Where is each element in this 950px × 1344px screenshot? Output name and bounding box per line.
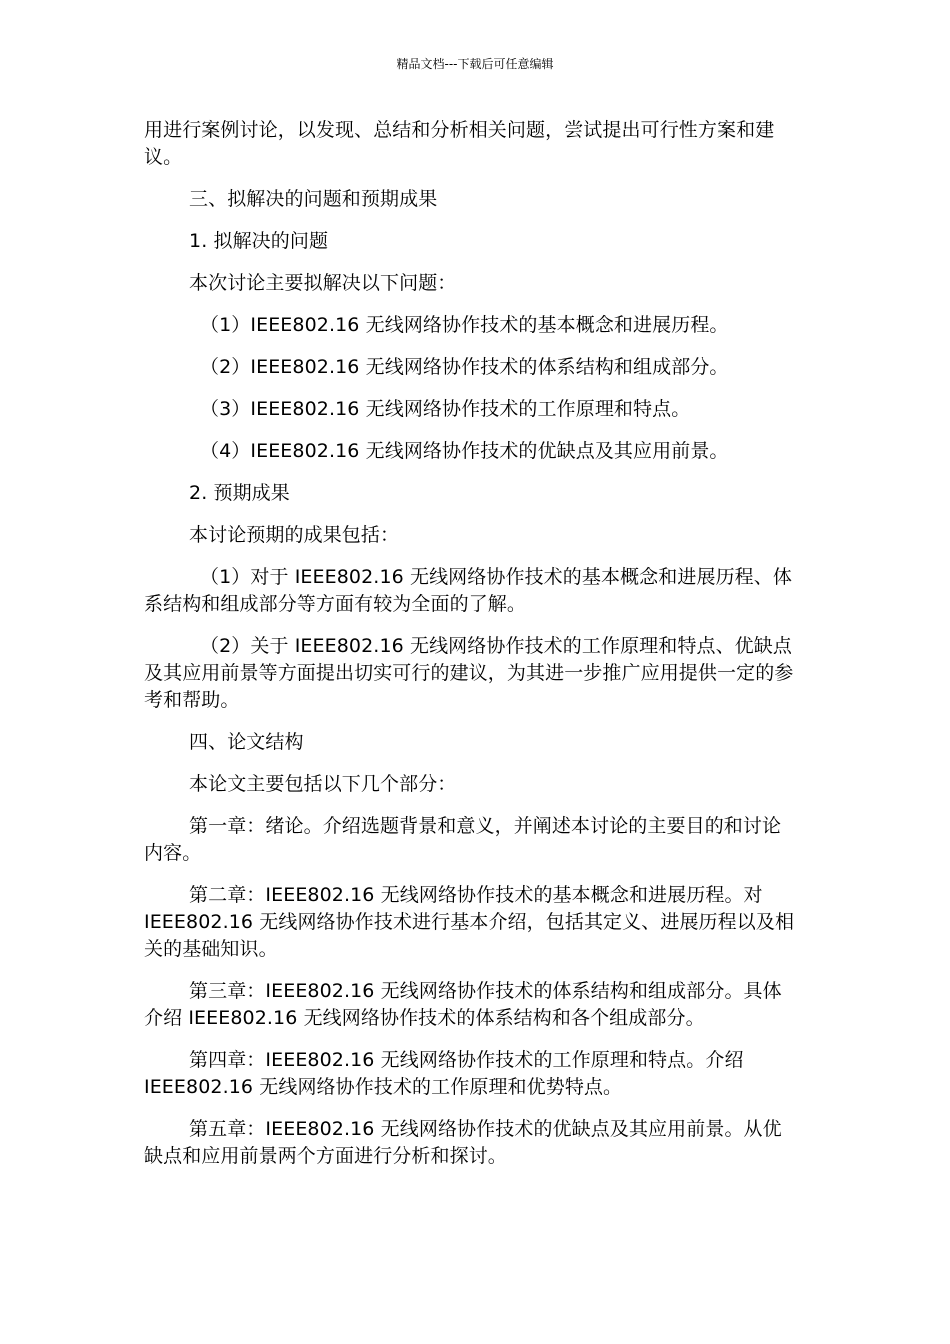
section-heading-3: 三、拟解决的问题和预期成果 (189, 188, 438, 210)
subheading-outcomes: 2. 预期成果 (189, 482, 290, 504)
paragraph-outcomes-intro: 本讨论预期的成果包括： (189, 524, 400, 546)
list-item-outcome-2: （2）关于 IEEE802.16 无线网络协作技术的工作原理和特点、优缺点及其应用前景等方面提出切实可行的建议，为其进一步推广应用提供一定的参考和帮助。 (144, 635, 794, 711)
paragraph-chapter-2: 第二章：IEEE802.16 无线网络协作技术的基本概念和进展历程。对 IEEE802.16 无线网络协作技术进行基本介绍，包括其定义、进展历程以及相关的基础知识。 (144, 884, 795, 960)
list-item-problem-3: （3）IEEE802.16 无线网络协作技术的工作原理和特点。 (200, 398, 691, 420)
section-heading-4: 四、论文结构 (189, 731, 304, 753)
paragraph-structure-intro: 本论文主要包括以下几个部分： (189, 773, 457, 795)
document-body (144, 117, 796, 1185)
list-item-problem-1: （1）IEEE802.16 无线网络协作技术的基本概念和进展历程。 (200, 314, 729, 336)
paragraph-intro-continuation: 用进行案例讨论，以发现、总结和分析相关问题，尝试提出可行性方案和建议。 (144, 119, 775, 168)
list-item-problem-4: （4）IEEE802.16 无线网络协作技术的优缺点及其应用前景。 (200, 440, 729, 462)
page-header: 精品文档---下载后可任意编辑 (396, 57, 554, 71)
list-item-outcome-1: （1）对于 IEEE802.16 无线网络协作技术的基本概念和进展历程、体系结构和组成部分等方面有较为全面的了解。 (144, 566, 792, 615)
paragraph-chapter-4: 第四章：IEEE802.16 无线网络协作技术的工作原理和特点。介绍 IEEE802.16 无线网络协作技术的工作原理和优势特点。 (144, 1049, 744, 1098)
paragraph-chapter-5: 第五章：IEEE802.16 无线网络协作技术的优缺点及其应用前景。从优缺点和应用前景两个方面进行分析和探讨。 (144, 1118, 782, 1167)
list-item-problem-2: （2）IEEE802.16 无线网络协作技术的体系结构和组成部分。 (200, 356, 729, 378)
paragraph-problems-intro: 本次讨论主要拟解决以下问题： (189, 272, 457, 294)
paragraph-chapter-3: 第三章：IEEE802.16 无线网络协作技术的体系结构和组成部分。具体介绍 IEEE802.16 无线网络协作技术的体系结构和各个组成部分。 (144, 980, 782, 1029)
subheading-problems: 1. 拟解决的问题 (189, 230, 329, 252)
paragraph-chapter-1: 第一章：绪论。介绍选题背景和意义，并阐述本讨论的主要目的和讨论内容。 (144, 815, 782, 864)
